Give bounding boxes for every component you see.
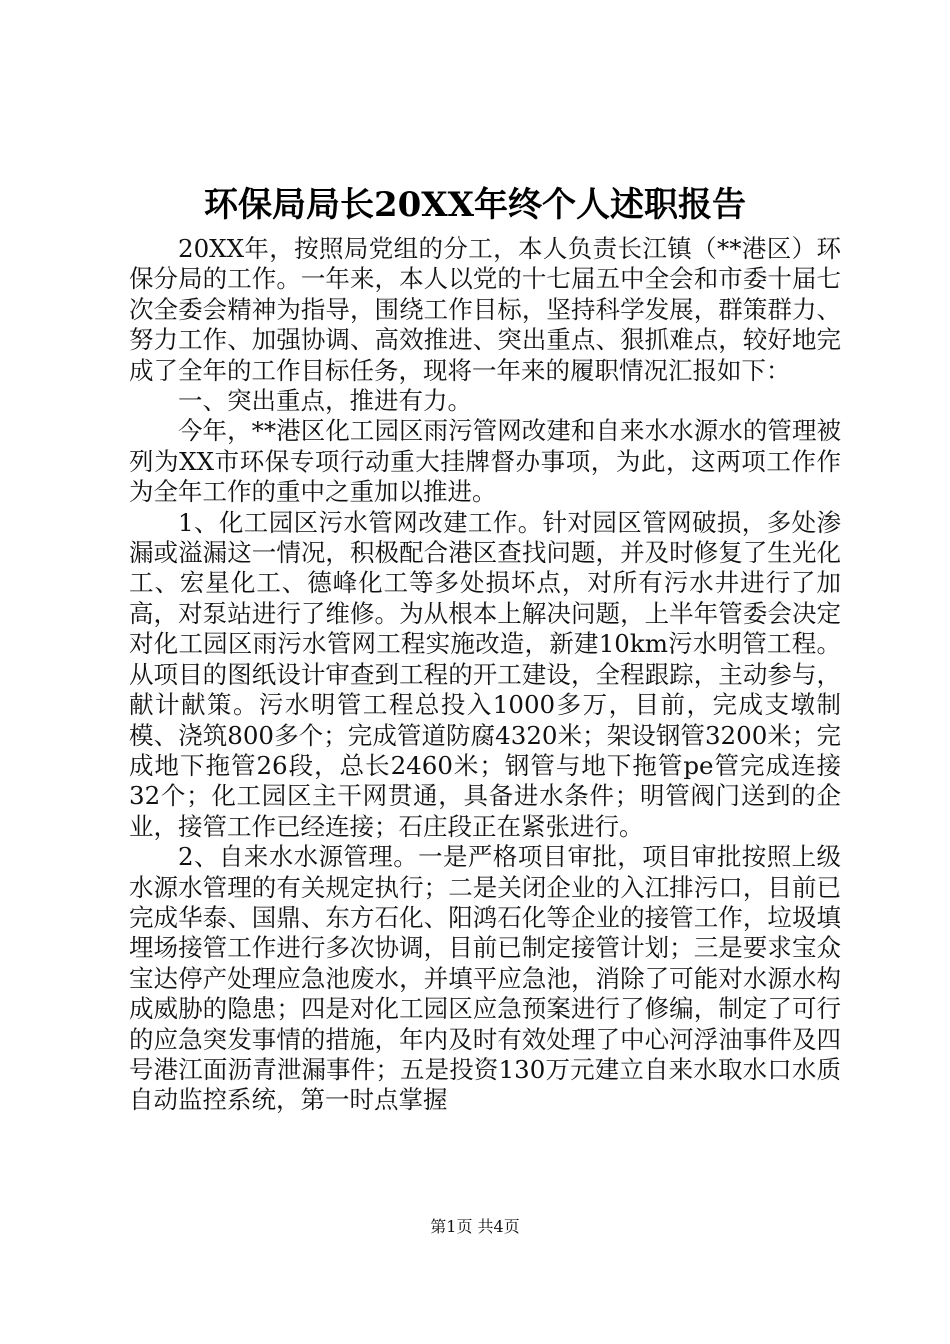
paragraph-intro: 20XX年，按照局党组的分工，本人负责长江镇（**港区）环保分局的工作。一年来，本人以党的十七届五中全会和市委十届七次全委会精神为指导，围绕工作目标，坚持科学发展，群策群力、努力工作、加强协调、高效推进、突出重点、狠抓难点，较好地完成了全年的工作目标任务，现将一年来的履职情况汇报如下： <box>129 234 841 385</box>
paragraph-water-source: 2、自来水水源管理。一是严格项目审批，项目审批按照上级水源水管理的有关规定执行；二是关闭企业的入江排污口，目前已完成华泰、国鼎、东方石化、阳鸿石化等企业的接管工作，垃圾填埋场接管工作进行多次协调，目前已制定接管计划；三是要求宝众宝达停产处理应急池废水，并填平应急池，消除了可能对水源水构成威胁的隐患；四是对化工园区应急预案进行了修编，制定了可行的应急突发事情的措施，年内及时有效处理了中心河浮油事件及四号港江面沥青泄漏事件；五是投资130万元建立自来水取水口水质自动监控系统，第一时点掌握 <box>129 842 841 1115</box>
paragraph-this-year: 今年，**港区化工园区雨污管网改建和自来水水源水的管理被列为XX市环保专项行动重大挂牌督办事项，为此，这两项工作作为全年工作的重中之重加以推进。 <box>129 416 841 507</box>
document-body <box>129 234 841 1116</box>
paragraph-sewage-network: 1、化工园区污水管网改建工作。针对园区管网破损，多处渗漏或溢漏这一情况，积极配合港区查找问题，并及时修复了生光化工、宏星化工、德峰化工等多处损坏点，对所有污水井进行了加高，对泵站进行了维修。为从根本上解决问题，上半年管委会决定对化工园区雨污水管网工程实施改造，新建10km污水明管工程。从项目的图纸设计审查到工程的开工建设，全程跟踪，主动参与，献计献策。污水明管工程总投入1000多万，目前，完成支墩制模、浇筑800多个；完成管道防腐4320米；架设钢管3200米；完成地下拖管26段，总长2460米；钢管与地下拖管pe管完成连接32个；化工园区主干网贯通，具备进水条件；明管阀门送到的企业，接管工作已经连接；石庄段正在紧张进行。 <box>129 507 841 841</box>
page-number-footer: 第1页 共4页 <box>430 1217 520 1236</box>
section-heading-1: 一、突出重点，推进有力。 <box>178 386 472 416</box>
document-title: 环保局局长20XX年终个人述职报告 <box>203 185 747 225</box>
